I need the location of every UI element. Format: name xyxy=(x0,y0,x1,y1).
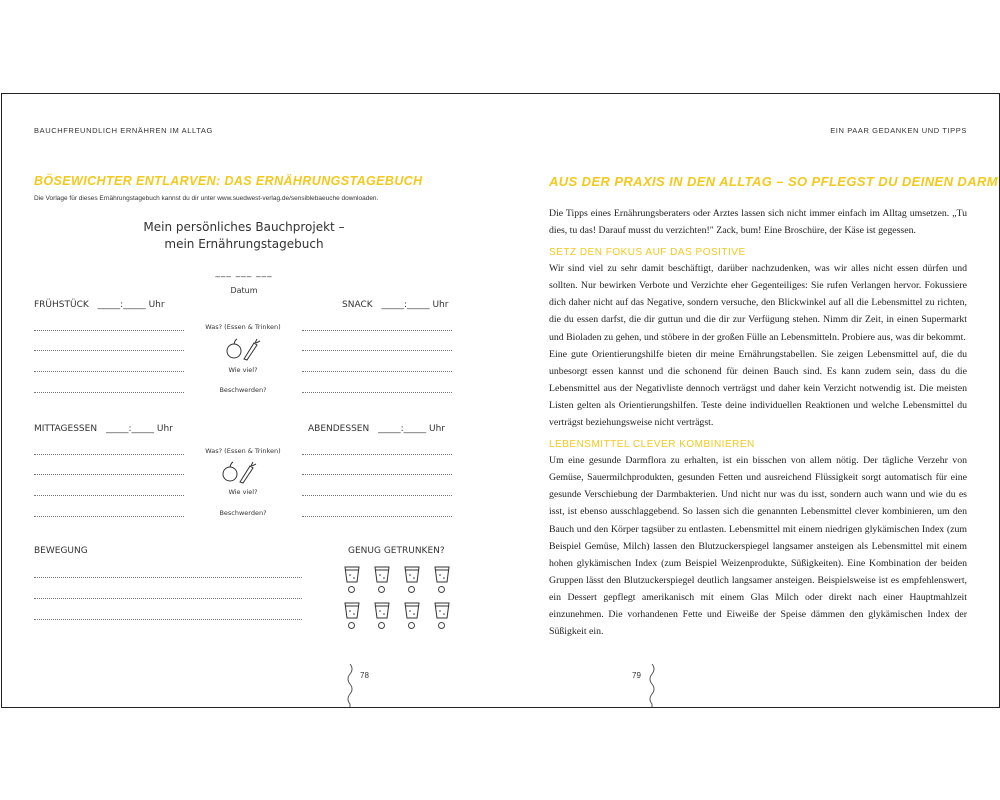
bewegung-label: BEWEGUNG xyxy=(34,546,88,556)
diary-title-line2: mein Ernährungstagebuch xyxy=(164,237,324,251)
diary-title-line1: Mein persönliches Bauchprojekt – xyxy=(143,220,345,234)
mittagessen-time[interactable]: _____:_____ xyxy=(105,424,154,434)
wavy-line-icon xyxy=(647,664,657,707)
snack-row xyxy=(342,300,448,310)
water-glass-icon[interactable] xyxy=(434,566,450,583)
bewegung-line-2[interactable] xyxy=(34,598,302,599)
glass-checkbox[interactable] xyxy=(408,622,415,629)
abendessen-line-4[interactable] xyxy=(302,516,452,517)
left-page-number: 78 xyxy=(360,671,369,680)
mittagessen-line-3[interactable] xyxy=(34,495,184,496)
glass-checkbox[interactable] xyxy=(438,622,445,629)
abendessen-line-3[interactable] xyxy=(302,495,452,496)
mittagessen-row xyxy=(34,424,173,434)
question-was-1: Was? (Essen & Trinken) xyxy=(205,323,281,331)
subheading-2: LEBENSMITTEL CLEVER KOMBINIEREN xyxy=(549,439,755,451)
question-beschwerden-2: Beschwerden? xyxy=(219,509,267,517)
water-glass-icon[interactable] xyxy=(434,602,450,619)
diary-title xyxy=(34,219,454,253)
subheading-1: SETZ DEN FOKUS AUF DAS POSITIVE xyxy=(549,247,746,259)
para-2: Wir sind viel zu sehr damit beschäftigt, darüber nachzudenken, was wir alles nicht essen dürfen und sollten. Nur bewirken Verbote und Verzichte eher Gegenteiliges: Sie rufen Verlangen hervor. Fokussiere dich daher nicht auf das Negative, sondern versuche, den Blickwinkel auf all die Lebensmittel zu richten, die du essen darfst, die dir guttun und die dir zur Verfügung stehen. Nimm dir Zeit, in einen Supermarkt und Bioladen zu gehen, und stöbere in der großen Fülle an Lebensmitteln. Probiere aus, was dir bekommt. xyxy=(549,263,967,343)
fruehstueck-line-3[interactable] xyxy=(34,371,184,372)
water-glass-icon[interactable] xyxy=(344,566,360,583)
abendessen-time[interactable]: _____:_____ xyxy=(378,424,427,434)
water-glasses-grid xyxy=(342,564,457,639)
snack-line-3[interactable] xyxy=(302,371,452,372)
right-heading: AUS DER PRAXIS IN DEN ALLTAG – SO PFLEGST DU DEINEN DARM xyxy=(549,174,999,189)
date-label: Datum xyxy=(230,286,258,295)
question-beschwerden-1: Beschwerden? xyxy=(219,386,267,394)
fruehstueck-line-1[interactable] xyxy=(34,330,184,331)
mittagessen-uhr: Uhr xyxy=(156,424,173,434)
fruehstueck-line-4[interactable] xyxy=(34,392,184,393)
water-glass-icon[interactable] xyxy=(404,566,420,583)
water-glass-icon[interactable] xyxy=(344,602,360,619)
para-3: Eine gute Orientierungshilfe bieten dir meine Ernährungstabellen. Sie zeigen Lebensmittel auf, die du unbesorgt essen kannst und die schonend für deinen Bauch sind. Es kann zudem sein, dass du die Lebensmittel aus der Negativliste dennoch verträgst und daher kein Verzicht notwendig ist. Die meisten Listen gelten als Orientierungshilfen. Teste deine individuellen Reaktionen und welche Lebensmittel du verträgst beziehungsweise nicht verträgst. xyxy=(549,348,967,429)
water-glass-icon[interactable] xyxy=(404,602,420,619)
glass-checkbox[interactable] xyxy=(348,586,355,593)
right-running-head: EIN PAAR GEDANKEN UND TIPPS xyxy=(830,126,967,135)
glass-checkbox[interactable] xyxy=(438,586,445,593)
fruehstueck-row xyxy=(34,300,165,310)
water-glass-icon[interactable] xyxy=(374,602,390,619)
fruehstueck-uhr: Uhr xyxy=(148,300,165,310)
left-running-head: BAUCHFREUNDLICH ERNÄHREN IM ALLTAG xyxy=(34,126,213,135)
abendessen-line-1[interactable] xyxy=(302,454,452,455)
mittagessen-line-4[interactable] xyxy=(34,516,184,517)
left-intro: Die Vorlage für dieses Ernährungstagebuch kannst du dir unter www.suedwest-verlag.de/sensiblebaeuche downloaden. xyxy=(34,195,379,202)
glass-checkbox[interactable] xyxy=(378,622,385,629)
abendessen-label: ABENDESSEN xyxy=(308,424,370,434)
snack-line-4[interactable] xyxy=(302,392,452,393)
fruehstueck-label: FRÜHSTÜCK xyxy=(34,300,89,310)
wavy-line-icon xyxy=(345,664,355,707)
water-glass-icon[interactable] xyxy=(374,566,390,583)
snack-time[interactable]: _____:_____ xyxy=(381,300,430,310)
para-1: Die Tipps eines Ernährungsberaters oder Arztes lassen sich nicht immer einfach im Alltag umsetzen. „Tu dies, tu das! Darauf musst du verzichten!" Zack, bum! Eine Broschüre, der Käse ist gegessen. xyxy=(549,208,967,237)
glass-checkbox[interactable] xyxy=(408,586,415,593)
snack-line-2[interactable] xyxy=(302,350,452,351)
bewegung-line-1[interactable] xyxy=(34,577,302,578)
question-was-2: Was? (Essen & Trinken) xyxy=(205,447,281,455)
getrunken-label: GENUG GETRUNKEN? xyxy=(348,546,445,556)
abendessen-line-2[interactable] xyxy=(302,474,452,475)
para-4: Um eine gesunde Darmflora zu erhalten, ist ein bisschen von allem nötig. Der tägliche Verzehr von Gemüse, Sauermilchprodukten, gesunden Fetten und ausreichend Flüssigkeit sorgt automatisch für eine gesunde Verschiebung der Darmbakterien. Und nicht nur was du isst, sondern auch wann und wie du es isst, ist ebenso ausschlaggebend. So lassen sich die genannten Lebensmittel clever kombinieren, um den Bauch und den Körper tagsüber zu entlasten. Lebensmittel mit einem niedrigen glykämischen Index (zum Beispiel Gemüse, Milch) lassen den Blutzuckerspiegel langsamer ansteigen als Lebensmittel mit einem hohen glykämischen Index (zum Beispiel Weizenprodukte, Süßigkeiten). Eine Kombination der beiden Gruppen lässt den Blutzuckerspiegel deutlich langsamer ansteigen. Beispielsweise ist es empfehlenswert, ein Dessert gepflegt amerikanisch mit einem Glas Milch oder direkt nach einer Hauptmahlzeit einzunehmen. Die vorhandenen Fette und Eiweiße der Speise dämmen den glykämischen Index der Süßigkeit ein. xyxy=(549,455,967,638)
right-page-number: 79 xyxy=(632,671,641,680)
abendessen-row xyxy=(308,424,445,434)
glass-checkbox[interactable] xyxy=(378,586,385,593)
apple-carrot-icon xyxy=(220,460,258,484)
mittagessen-line-2[interactable] xyxy=(34,474,184,475)
fruehstueck-time[interactable]: _____:_____ xyxy=(97,300,146,310)
bewegung-line-3[interactable] xyxy=(34,619,302,620)
date-blanks: ___ ___ ___ xyxy=(215,268,273,278)
abendessen-uhr: Uhr xyxy=(429,424,446,434)
fruehstueck-line-2[interactable] xyxy=(34,350,184,351)
book-spread xyxy=(1,93,1000,708)
question-wieviel-2: Wie viel? xyxy=(228,488,258,496)
apple-carrot-icon xyxy=(224,337,262,361)
mittagessen-label: MITTAGESSEN xyxy=(34,424,98,434)
snack-uhr: Uhr xyxy=(432,300,449,310)
mittagessen-line-1[interactable] xyxy=(34,454,184,455)
question-wieviel-1: Wie viel? xyxy=(228,366,258,374)
snack-label: SNACK xyxy=(342,300,373,310)
snack-line-1[interactable] xyxy=(302,330,452,331)
right-body xyxy=(549,205,967,640)
left-heading: BÖSEWICHTER ENTLARVEN: DAS ERNÄHRUNGSTAGEBUCH xyxy=(34,174,423,188)
glass-checkbox[interactable] xyxy=(348,622,355,629)
